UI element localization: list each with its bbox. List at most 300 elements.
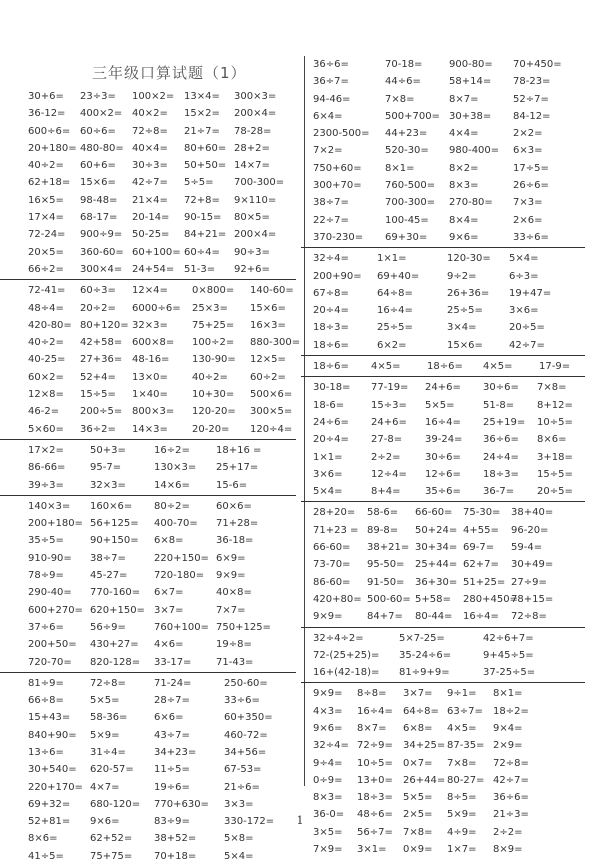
arithmetic-problem: 72-(25+25)= — [313, 649, 380, 661]
arithmetic-problem: 25+17= — [216, 462, 259, 474]
section-divider — [0, 672, 296, 673]
arithmetic-problem: 80-44= — [415, 611, 453, 623]
arithmetic-problem: 42÷7= — [132, 177, 168, 189]
arithmetic-problem: 34+56= — [224, 746, 267, 758]
arithmetic-problem: 620-57= — [90, 764, 134, 776]
arithmetic-problem: 430+27= — [90, 639, 139, 651]
arithmetic-problem: 8×9= — [493, 844, 523, 856]
arithmetic-problem: 17-9= — [539, 361, 571, 373]
problem-row — [313, 449, 585, 466]
arithmetic-problem: 10÷5= — [537, 416, 573, 428]
arithmetic-problem: 38+40= — [511, 507, 554, 519]
arithmetic-problem: 20-20= — [192, 423, 230, 435]
arithmetic-problem: 16÷2= — [154, 444, 190, 456]
arithmetic-problem: 78÷9= — [28, 570, 64, 582]
arithmetic-problem: 8×6= — [537, 434, 567, 446]
arithmetic-problem: 120-20= — [192, 406, 236, 418]
arithmetic-problem: 8×1= — [493, 688, 523, 700]
problem-row — [313, 737, 585, 754]
problem-row — [28, 779, 296, 796]
arithmetic-problem: 4+55= — [463, 524, 499, 536]
arithmetic-problem: 7×7= — [216, 604, 246, 616]
arithmetic-problem: 66÷2= — [28, 263, 64, 275]
column-divider — [304, 56, 305, 786]
problem-row — [28, 334, 301, 351]
arithmetic-problem: 96-20= — [511, 524, 549, 536]
arithmetic-problem: 6×9= — [216, 552, 246, 564]
arithmetic-problem: 71+23 = — [313, 524, 359, 536]
arithmetic-problem: 16×3= — [250, 319, 286, 331]
arithmetic-problem: 60+350= — [224, 712, 273, 724]
arithmetic-problem: 39-24= — [425, 434, 463, 446]
problem-row — [28, 442, 296, 459]
arithmetic-problem: 13÷6= — [28, 746, 64, 758]
problem-row — [28, 675, 296, 692]
arithmetic-problem: 75-30= — [463, 507, 501, 519]
arithmetic-problem: 30÷6= — [425, 451, 461, 463]
arithmetic-problem: 200×4= — [234, 108, 277, 120]
page-number: 1 — [296, 814, 304, 827]
section-divider — [301, 627, 585, 628]
arithmetic-problem: 3×7= — [403, 688, 433, 700]
arithmetic-problem: 6000÷6= — [132, 302, 181, 314]
problem-row — [313, 504, 585, 521]
arithmetic-problem: 9×110= — [234, 194, 277, 206]
arithmetic-problem: 20÷5= — [509, 322, 545, 334]
arithmetic-problem: 27-8= — [371, 434, 403, 446]
problem-row — [313, 556, 585, 573]
problem-block — [313, 56, 585, 246]
arithmetic-problem: 84+7= — [367, 611, 403, 623]
arithmetic-problem: 3×6= — [509, 305, 539, 317]
arithmetic-problem: 69+40= — [377, 270, 420, 282]
arithmetic-problem: 56÷9= — [90, 621, 126, 633]
arithmetic-problem: 32÷4= — [313, 253, 349, 265]
arithmetic-problem: 30+49= — [511, 559, 554, 571]
arithmetic-problem: 4×5= — [447, 722, 477, 734]
problem-row — [28, 761, 296, 778]
arithmetic-problem: 22÷7= — [313, 214, 349, 226]
arithmetic-problem: 60÷3= — [80, 285, 116, 297]
arithmetic-problem: 220+150= — [154, 552, 209, 564]
arithmetic-problem: 42+58= — [80, 337, 123, 349]
arithmetic-problem: 5×4= — [313, 486, 343, 498]
arithmetic-problem: 2×6= — [513, 214, 543, 226]
arithmetic-problem: 16÷4= — [463, 611, 499, 623]
arithmetic-problem: 27+36= — [80, 354, 123, 366]
arithmetic-problem: 140×3= — [28, 500, 71, 512]
arithmetic-problem: 78-23= — [513, 76, 551, 88]
arithmetic-problem: 62+7= — [463, 559, 499, 571]
arithmetic-problem: 75+25= — [192, 319, 235, 331]
arithmetic-problem: 64÷8= — [377, 287, 413, 299]
arithmetic-problem: 8÷5= — [447, 792, 477, 804]
arithmetic-problem: 72÷8= — [90, 677, 126, 689]
arithmetic-problem: 38÷7= — [313, 197, 349, 209]
arithmetic-problem: 52÷7= — [513, 93, 549, 105]
arithmetic-problem: 17÷5= — [513, 162, 549, 174]
arithmetic-problem: 420-80= — [28, 319, 72, 331]
arithmetic-problem: 23÷3= — [80, 91, 116, 102]
arithmetic-problem: 26÷6= — [513, 180, 549, 192]
arithmetic-problem: 12÷4= — [371, 468, 407, 480]
problem-row — [28, 369, 296, 386]
problem-row — [313, 319, 585, 336]
arithmetic-problem: 16÷4= — [425, 416, 461, 428]
arithmetic-problem: 35÷6= — [425, 486, 461, 498]
arithmetic-problem: 70+18= — [154, 850, 197, 862]
problem-row — [28, 244, 296, 261]
arithmetic-problem: 36÷6= — [493, 792, 529, 804]
arithmetic-problem: 72÷8= — [493, 757, 529, 769]
problem-row — [313, 647, 585, 664]
arithmetic-problem: 500×6= — [250, 389, 293, 401]
arithmetic-problem: 20÷2= — [80, 302, 116, 314]
arithmetic-problem: 36÷6= — [313, 59, 349, 70]
arithmetic-problem: 8×4= — [449, 214, 479, 226]
arithmetic-problem: 8×3= — [313, 792, 343, 804]
arithmetic-problem: 3×5= — [313, 826, 343, 838]
arithmetic-problem: 60+6= — [80, 160, 116, 172]
arithmetic-problem: 50-25= — [132, 229, 170, 241]
problem-row — [313, 108, 585, 125]
arithmetic-problem: 25+44= — [415, 559, 458, 571]
section-divider — [301, 355, 585, 356]
arithmetic-problem: 100÷2= — [192, 337, 235, 349]
arithmetic-problem: 700-300= — [234, 177, 285, 189]
section-divider — [301, 376, 585, 377]
arithmetic-problem: 500-60= — [367, 593, 411, 605]
arithmetic-problem: 16×5= — [28, 194, 64, 206]
arithmetic-problem: 1×7= — [447, 844, 477, 856]
arithmetic-problem: 36÷7= — [313, 76, 349, 88]
arithmetic-problem: 18÷3= — [313, 322, 349, 334]
problem-row — [28, 692, 296, 709]
section-divider — [301, 682, 585, 683]
arithmetic-problem: 4×5= — [371, 361, 401, 373]
problem-row — [28, 602, 296, 619]
arithmetic-problem: 760+100= — [154, 621, 209, 633]
arithmetic-problem: 3×1= — [357, 844, 387, 856]
problem-row — [313, 125, 585, 142]
arithmetic-problem: 14×3= — [132, 423, 168, 435]
arithmetic-problem: 130×3= — [154, 462, 197, 474]
arithmetic-problem: 69+32= — [28, 798, 71, 810]
arithmetic-problem: 60+100= — [132, 246, 181, 258]
arithmetic-problem: 280+450= — [463, 593, 518, 605]
arithmetic-problem: 1×1= — [313, 451, 343, 463]
arithmetic-problem: 300×3= — [234, 91, 277, 102]
arithmetic-problem: 7×3= — [513, 197, 543, 209]
arithmetic-problem: 66÷8= — [28, 695, 64, 707]
arithmetic-problem: 84-12= — [513, 110, 551, 122]
arithmetic-problem: 8×3= — [449, 180, 479, 192]
arithmetic-problem: 14×7= — [234, 160, 270, 172]
arithmetic-problem: 700-300= — [385, 197, 436, 209]
problem-block — [28, 282, 301, 438]
problem-row — [313, 591, 585, 608]
arithmetic-problem: 24+6= — [425, 382, 461, 394]
arithmetic-problem: 7×8= — [537, 382, 567, 394]
problem-block — [28, 675, 296, 865]
problem-row — [28, 654, 296, 671]
arithmetic-problem: 500+700= — [385, 110, 440, 122]
problem-row — [28, 584, 296, 601]
arithmetic-problem: 1×40= — [132, 389, 168, 401]
arithmetic-problem: 40-25= — [28, 354, 66, 366]
arithmetic-problem: 8×7= — [449, 93, 479, 105]
arithmetic-problem: 2÷2= — [371, 451, 401, 463]
problem-block — [313, 358, 585, 375]
arithmetic-problem: 66-60= — [313, 542, 351, 554]
arithmetic-problem: 27÷9= — [511, 576, 547, 588]
arithmetic-problem: 250-60= — [224, 677, 268, 689]
arithmetic-problem: 60÷2= — [250, 371, 286, 383]
arithmetic-problem: 9×6= — [449, 231, 479, 243]
arithmetic-problem: 28+20= — [313, 507, 356, 519]
problem-row — [313, 630, 585, 647]
arithmetic-problem: 5×5= — [425, 399, 455, 411]
section-divider — [301, 247, 585, 248]
section-divider — [0, 439, 296, 440]
arithmetic-problem: 200+50= — [28, 639, 77, 651]
arithmetic-problem: 38÷7= — [90, 552, 126, 564]
arithmetic-problem: 50+3= — [90, 444, 126, 456]
arithmetic-problem: 48÷4= — [28, 302, 64, 314]
arithmetic-problem: 6×8= — [154, 535, 184, 547]
problem-row — [28, 550, 296, 567]
arithmetic-problem: 15+43= — [28, 712, 71, 724]
arithmetic-problem: 43÷7= — [154, 729, 190, 741]
arithmetic-problem: 92+6= — [234, 263, 270, 275]
arithmetic-problem: 10+30= — [192, 389, 235, 401]
problem-row — [313, 720, 585, 737]
problem-row — [28, 498, 296, 515]
arithmetic-problem: 50+24= — [415, 524, 458, 536]
arithmetic-problem: 6×6= — [154, 712, 184, 724]
problem-row — [28, 226, 296, 243]
arithmetic-problem: 94-46= — [313, 93, 351, 105]
arithmetic-problem: 21÷3= — [493, 809, 529, 821]
arithmetic-problem: 64÷8= — [403, 705, 439, 717]
arithmetic-problem: 37-25÷5= — [483, 667, 536, 679]
arithmetic-problem: 30+540= — [28, 764, 77, 776]
arithmetic-problem: 46-2= — [28, 406, 60, 418]
arithmetic-problem: 78-28= — [234, 125, 272, 137]
arithmetic-problem: 70+450= — [513, 59, 562, 70]
arithmetic-problem: 200+90= — [313, 270, 362, 282]
arithmetic-problem: 420+80= — [313, 593, 362, 605]
arithmetic-problem: 720-180= — [154, 570, 205, 582]
arithmetic-problem: 87-35= — [447, 740, 485, 752]
arithmetic-problem: 50+50= — [184, 160, 227, 172]
problem-row — [313, 685, 585, 702]
problem-row — [313, 431, 585, 448]
arithmetic-problem: 19+47= — [509, 287, 552, 299]
arithmetic-problem: 14×6= — [154, 479, 190, 491]
section-divider — [0, 495, 296, 496]
arithmetic-problem: 9÷1= — [447, 688, 477, 700]
arithmetic-problem: 36-12= — [28, 108, 66, 120]
arithmetic-problem: 41÷5= — [28, 850, 64, 862]
arithmetic-problem: 45-27= — [90, 570, 128, 582]
arithmetic-problem: 16+(42-18)= — [313, 667, 380, 679]
problem-row — [313, 177, 585, 194]
arithmetic-problem: 200+180= — [28, 518, 83, 530]
arithmetic-problem: 80×5= — [234, 212, 270, 224]
problem-row — [28, 317, 296, 334]
arithmetic-problem: 13×4= — [184, 91, 220, 102]
problem-row — [313, 142, 585, 159]
arithmetic-problem: 720-70= — [28, 656, 72, 668]
arithmetic-problem: 52+4= — [80, 371, 116, 383]
arithmetic-problem: 4÷9= — [447, 826, 477, 838]
arithmetic-problem: 4×6= — [154, 639, 184, 651]
arithmetic-problem: 0÷9= — [313, 774, 343, 786]
arithmetic-problem: 2×2= — [513, 128, 543, 140]
arithmetic-problem: 18÷2= — [493, 705, 529, 717]
arithmetic-problem: 33÷6= — [513, 231, 549, 243]
arithmetic-problem: 30÷3= — [132, 160, 168, 172]
arithmetic-problem: 2300-500= — [313, 128, 370, 140]
arithmetic-problem: 7×8= — [447, 757, 477, 769]
arithmetic-problem: 9×4= — [493, 722, 523, 734]
problem-row — [28, 261, 296, 278]
arithmetic-problem: 51+25= — [463, 576, 506, 588]
problem-row — [28, 386, 296, 403]
arithmetic-problem: 80+60= — [184, 142, 227, 154]
arithmetic-problem: 2×9= — [493, 740, 523, 752]
arithmetic-problem: 13×0= — [132, 371, 168, 383]
arithmetic-problem: 15×6= — [447, 339, 483, 351]
arithmetic-problem: 67÷8= — [313, 287, 349, 299]
arithmetic-problem: 24+6= — [371, 416, 407, 428]
arithmetic-problem: 16÷4= — [377, 305, 413, 317]
arithmetic-problem: 25×3= — [192, 302, 228, 314]
arithmetic-problem: 820-128= — [90, 656, 141, 668]
arithmetic-problem: 290-40= — [28, 587, 72, 599]
arithmetic-problem: 5×4= — [509, 253, 539, 265]
arithmetic-problem: 400×2= — [80, 108, 123, 120]
arithmetic-problem: 72÷9= — [357, 740, 393, 752]
problem-row — [313, 285, 585, 302]
problem-row — [313, 466, 585, 483]
problem-row — [28, 848, 296, 865]
problem-row — [28, 105, 296, 122]
arithmetic-problem: 15×6= — [80, 177, 116, 189]
arithmetic-problem: 48÷6= — [357, 809, 393, 821]
problem-row — [28, 636, 296, 653]
arithmetic-problem: 30+34= — [415, 542, 458, 554]
arithmetic-problem: 9×9= — [216, 570, 246, 582]
problem-row — [28, 567, 296, 584]
arithmetic-problem: 75+75= — [90, 850, 133, 862]
arithmetic-problem: 84+21= — [184, 229, 227, 241]
arithmetic-problem: 0×9= — [403, 844, 433, 856]
arithmetic-problem: 34+25= — [403, 740, 446, 752]
arithmetic-problem: 9×6= — [90, 816, 120, 828]
arithmetic-problem: 32÷4= — [313, 740, 349, 752]
problem-row — [313, 337, 585, 354]
arithmetic-problem: 15÷5= — [80, 389, 116, 401]
arithmetic-problem: 25÷5= — [447, 305, 483, 317]
problem-row — [313, 250, 585, 267]
problem-row — [28, 209, 296, 226]
arithmetic-problem: 81÷9+9= — [399, 667, 450, 679]
arithmetic-problem: 200×4= — [234, 229, 277, 241]
arithmetic-problem: 91-50= — [367, 576, 405, 588]
arithmetic-problem: 36÷2= — [80, 423, 116, 435]
arithmetic-problem: 51-8= — [483, 399, 515, 411]
arithmetic-problem: 72+8= — [184, 194, 220, 206]
arithmetic-problem: 460-72= — [224, 729, 268, 741]
arithmetic-problem: 7×9= — [313, 844, 343, 856]
arithmetic-problem: 90-15= — [184, 212, 222, 224]
problem-row — [28, 830, 296, 847]
arithmetic-problem: 2×5= — [403, 809, 433, 821]
arithmetic-problem: 71-43= — [216, 656, 254, 668]
arithmetic-problem: 19÷8= — [216, 639, 252, 651]
arithmetic-problem: 18÷6= — [427, 361, 463, 373]
arithmetic-problem: 40÷2= — [28, 337, 64, 349]
arithmetic-problem: 34+23= — [154, 746, 197, 758]
arithmetic-problem: 19÷6= — [154, 781, 190, 793]
arithmetic-problem: 6×8= — [403, 722, 433, 734]
arithmetic-problem: 8+12= — [537, 399, 573, 411]
arithmetic-problem: 58-36= — [90, 712, 128, 724]
arithmetic-problem: 62+52= — [90, 833, 133, 845]
arithmetic-problem: 5×9= — [90, 729, 120, 741]
arithmetic-problem: 18÷3= — [483, 468, 519, 480]
arithmetic-problem: 28÷7= — [154, 695, 190, 707]
arithmetic-problem: 17×2= — [28, 444, 64, 456]
problem-row — [28, 744, 296, 761]
problem-row — [313, 574, 585, 591]
arithmetic-problem: 370-230= — [313, 231, 364, 243]
arithmetic-problem: 77-19= — [371, 382, 409, 394]
arithmetic-problem: 15-6= — [216, 479, 248, 491]
arithmetic-problem: 20×5= — [28, 246, 64, 258]
arithmetic-problem: 12×8= — [28, 389, 64, 401]
arithmetic-problem: 5×5= — [403, 792, 433, 804]
arithmetic-problem: 17×4= — [28, 212, 64, 224]
arithmetic-problem: 8×6= — [28, 833, 58, 845]
arithmetic-problem: 900-80= — [449, 59, 493, 70]
arithmetic-problem: 69+30= — [385, 231, 428, 243]
arithmetic-problem: 58+14= — [449, 76, 492, 88]
arithmetic-problem: 83÷9= — [154, 816, 190, 828]
arithmetic-problem: 24÷4= — [483, 451, 519, 463]
arithmetic-problem: 5×9= — [447, 809, 477, 821]
section-divider — [301, 501, 585, 502]
arithmetic-problem: 56+125= — [90, 518, 139, 530]
problem-row — [313, 56, 585, 73]
arithmetic-problem: 20÷4= — [313, 305, 349, 317]
arithmetic-problem: 3×6= — [313, 468, 343, 480]
arithmetic-problem: 5÷5= — [184, 177, 214, 189]
arithmetic-problem: 760-500= — [385, 180, 436, 192]
arithmetic-problem: 880-300= — [250, 337, 301, 349]
arithmetic-problem: 31÷4= — [90, 746, 126, 758]
arithmetic-problem: 68-17= — [80, 212, 118, 224]
arithmetic-problem: 15×2= — [184, 108, 220, 120]
problem-row — [313, 73, 585, 90]
arithmetic-problem: 270-80= — [449, 197, 493, 209]
arithmetic-problem: 800×3= — [132, 406, 175, 418]
arithmetic-problem: 72÷8= — [132, 125, 168, 137]
arithmetic-problem: 20-14= — [132, 212, 170, 224]
arithmetic-problem: 300×5= — [250, 406, 293, 418]
